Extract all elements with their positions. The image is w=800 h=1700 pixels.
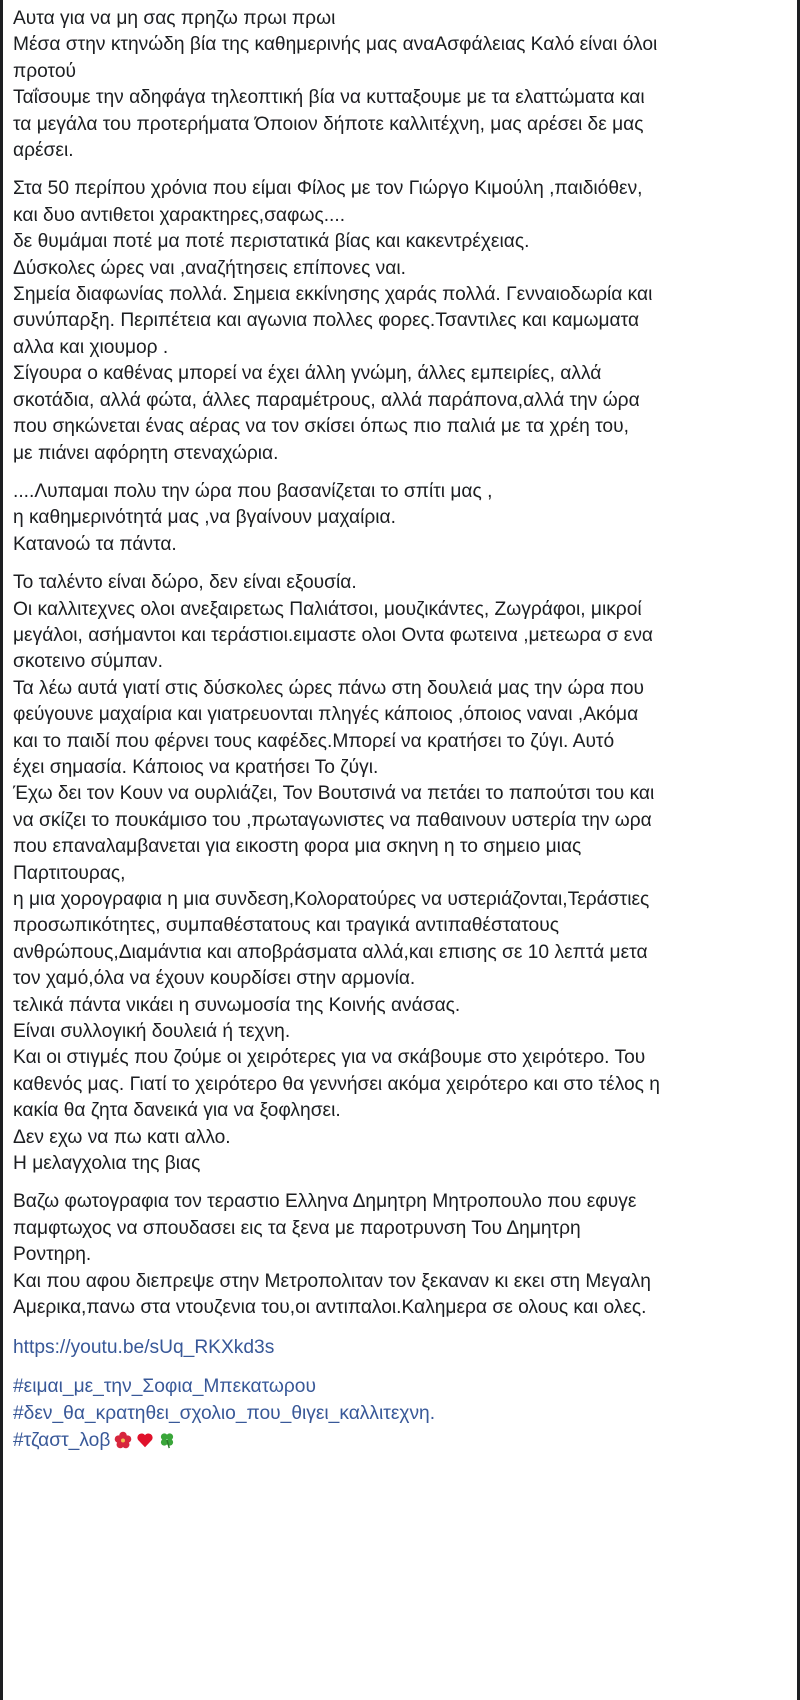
text-line: η μια χορογραφια η μια συνδεση,Κολορατούρες να υστεριάζονται,Τεράστιες [13,889,650,910]
text-line: Αυτα για να μη σας πρηζω πρωι πρωι [13,8,336,29]
post-paragraph [13,176,779,466]
text-line: τον χαμό,όλα να έχουν κουρδίσει στην αρμονία. [13,968,416,990]
text-line: Δύσκολες ώρες ναι ,αναζήτησεις επίπονες ναι. [13,257,406,279]
text-line: καθενός μας. Γιατί το χειρότερο θα γεννήσει ακόμα χειρότερο και στο τέλος η [13,1073,660,1095]
text-line: σκοτεινο σύμπαν. [13,651,163,673]
text-line: τελικά πάντα νικάει η συνωμοσία της Κοινής ανάσας. [13,994,461,1016]
text-line: Στα 50 περίπου χρόνια που είμαι Φίλος με τον Γιώργο Κιμούλη ,παιδιόθεν, [13,178,643,200]
text-line: Σημεία διαφωνίας πολλά. Σημεια εκκίνησης χαράς πολλά. Γενναιοδωρία και [13,284,653,306]
text-line: Αμερικα,πανω στα ντουζενια του,οι αντιπαλοι.Καλημερα σε ολους και ολες. [13,1297,647,1319]
text-line: Δεν εχω να πω κατι αλλο. [13,1126,231,1148]
text-line: κακία θα ζητα δανεικά για να ξοφλησει. [13,1100,341,1122]
text-line: Παρτιτουρας, [13,862,126,884]
text-line: Έχω δει τον Κουν να ουρλιάζει, Τον Βουτσινά να πετάει το παπούτσι του και [13,783,655,805]
text-line: συνύπαρξη. Περιπέτεια και αγωνια πολλες φορες.Τσαντιλες και καμωματα [13,310,640,332]
hashtag-link[interactable]: #τζαστ_λοβ [13,1429,111,1451]
text-line: και το παιδί που φέρνει τους καφέδες.Μπορεί να κρατήσει το ζύγι. Αυτό [13,730,615,752]
text-line: Και που αφου διεπρεψε στην Μετροπολιταν τον ξεκαναν κι εκει στη Μεγαλη [13,1270,651,1292]
text-line: Ροντηρη. [13,1244,92,1266]
text-line: με πιάνει αφόρητη στεναχώρια. [13,442,279,464]
text-line: προσωπικότητες, συμπαθέστατους και τραγικά αντιπαθέστατους [13,915,559,937]
post-text [13,6,779,1322]
text-line: Και οι στιγμές που ζούμε οι χειρότερες για να σκάβουμε στο χειρότερο. Του [13,1047,646,1069]
text-line: Είναι συλλογική δουλειά ή τεχνη. [13,1021,291,1043]
post-paragraph [13,479,779,558]
hibiscus-icon [114,1431,132,1449]
text-line: που επαναλαμβανεται για εικοστη φορα μια σκηνη η το σημειο μιας [13,836,582,858]
text-line: ανθρώπους,Διαμάντια και αποβράσματα αλλά,και επισης σε 10 λεπτά μετα [13,941,648,963]
text-line: σκοτάδια, αλλά φώτα, άλλες παραμέτρους, αλλά παράπονα,αλλά την ώρα [13,389,640,411]
post-paragraph [13,1189,779,1321]
text-line: Κατανοώ τα πάντα. [13,533,177,555]
text-line: Οι καλλιτεχνες ολοι ανεξαιρετως Παλιάτσοι, μουζικάντες, Ζωγράφοι, μικροί [13,598,642,620]
text-line: δε θυμάμαι ποτέ μα ποτέ περιστατικά βίας και κακεντρέχειας. [13,231,530,253]
youtube-link[interactable]: https://youtu.be/sUq_RKXkd3s [13,1336,275,1358]
red-heart-icon [136,1431,154,1449]
text-line: αλλα και χιουμορ . [13,336,169,358]
text-line: Σίγουρα ο καθένας μπορεί να έχει άλλη γνώμη, άλλες εμπειρίες, αλλά [13,363,602,385]
text-line: παμφτωχος να σπουδασει εις τα ξενα με παροτρυνση Του Δημητρη [13,1217,581,1239]
text-line: μεγάλοι, ασήμαντοι και τεράστιοι.ειμαστε ολοι Οντα φωτεινα ,μετεωρα σ ενα [13,624,654,646]
hashtag-link[interactable]: #ειμαι_με_την_Σοφια_Μπεκατωρου [13,1375,316,1397]
text-line: Τα λέω αυτά γιατί στις δύσκολες ώρες πάνω στη δουλειά μας την ώρα που [13,677,645,699]
link-block [13,1334,779,1361]
text-line: έχει σημασία. Κάποιος να κρατήσει Το ζύγι. [13,756,379,778]
text-line: Το ταλέντο είναι δώρο, δεν είναι εξουσία. [13,572,357,594]
text-line: Βαζω φωτογραφια τον τεραστιο Ελληνα Δημητρη Μητροπουλο που εφυγε [13,1191,637,1213]
text-line: αρέσει. [13,140,74,162]
text-line: η καθημερινότητά μας ,να βγαίνουν μαχαίρια. [13,507,396,529]
text-line: Μέσα στην κτηνώδη βία της καθημερινής μας αναΑσφάλειας Καλό είναι όλοι [13,34,658,56]
text-line: φεύγουνε μαχαίρια και γιατρευονται πληγές κάποιος ,όποιος ναναι ,Ακόμα [13,704,639,726]
text-line: τα μεγάλα του προτερήματα Όποιον δήποτε καλλιτέχνη, μας αρέσει δε μας [13,113,644,135]
hashtag-block [13,1373,779,1454]
text-line: Ταΐσουμε την αδηφάγα τηλεοπτική βία να κυτταξουμε με τα ελαττώματα και [13,87,645,109]
post-paragraph [13,570,779,1177]
text-line: ....Λυπαμαι πολυ την ώρα που βασανίζεται το σπίτι μας , [13,480,493,502]
text-line: προτού [13,60,77,82]
four-leaf-clover-icon [158,1431,176,1449]
text-line: που σηκώνεται ένας αέρας να τον σκίσει όπως πιο παλιά με τα χρέη του, [13,416,629,438]
text-line: να σκίζει το πουκάμισο του ,πρωταγωνιστες να παθαινουν υστερία την ωρα [13,809,652,831]
hashtag-link[interactable]: #δεν_θα_κρατηθει_σχολιο_που_θιγει_καλλιτεχνη. [13,1402,436,1424]
post-paragraph [13,6,779,164]
text-line: Η μελαγχολια της βιας [13,1153,201,1175]
text-line: και δυο αντιθετοι χαρακτηρες,σαφως.... [13,204,346,226]
